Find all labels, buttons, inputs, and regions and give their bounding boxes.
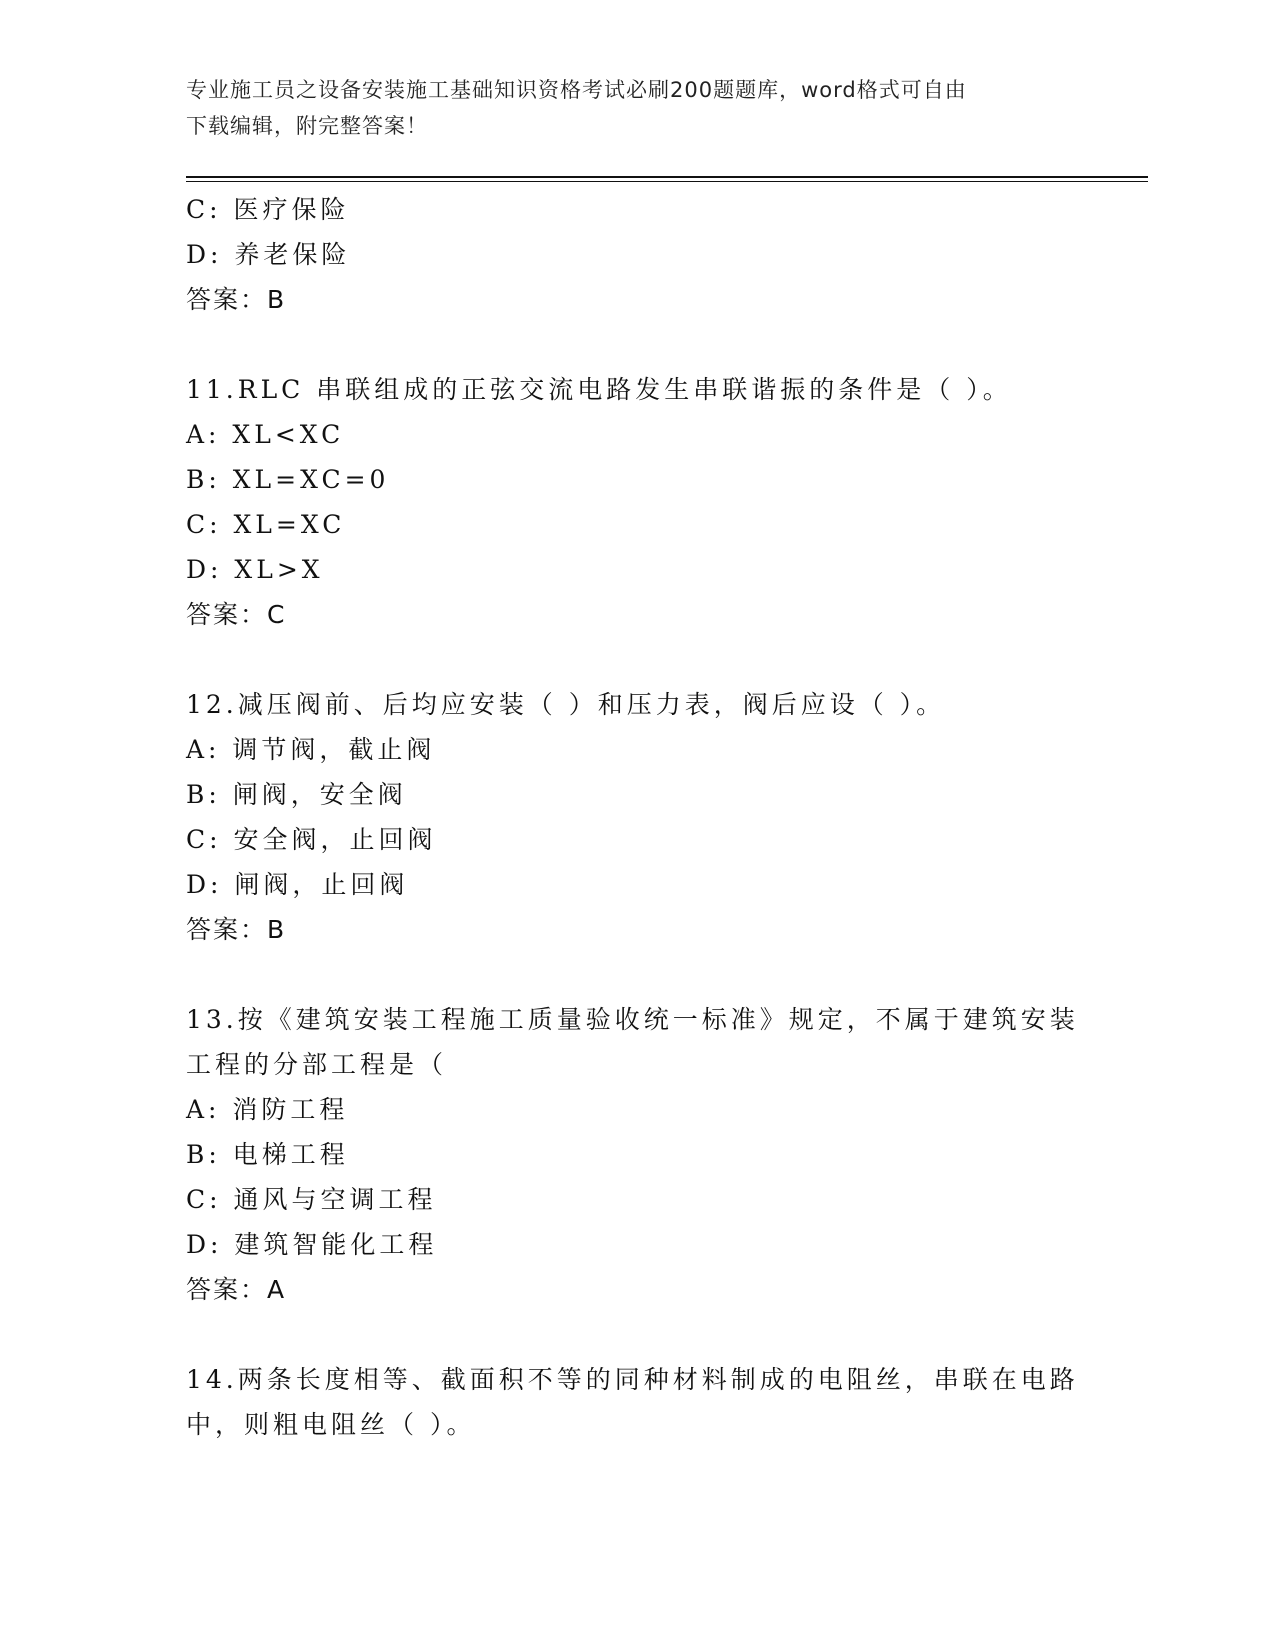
question-text-line-1: 13.按《建筑安装工程施工质量验收统一标准》规定，不属于建筑安装 <box>186 1005 1079 1034</box>
header-rule-thin <box>186 181 1148 182</box>
option-b: B: 闸阀，安全阀 <box>186 780 407 809</box>
option-a: A: 消防工程 <box>186 1095 349 1124</box>
option-b: B: 电梯工程 <box>186 1140 349 1169</box>
option-c: C: 医疗保险 <box>186 195 350 224</box>
answer-line: 答案：C <box>186 600 287 629</box>
answer-line: 答案：B <box>186 915 287 944</box>
question-13 <box>186 997 1086 1312</box>
option-c: C: 安全阀，止回阀 <box>186 825 437 854</box>
answer-line: 答案：A <box>186 1275 287 1304</box>
option-d: D: 闸阀，止回阀 <box>186 870 409 899</box>
question-text-line-2: 工程的分部工程是（ <box>186 1050 448 1079</box>
question-text: 12.减压阀前、后均应安装（ ）和压力表，阀后应设（ ）。 <box>186 690 946 719</box>
document-body <box>186 187 1086 1447</box>
question-text: 11.RLC 串联组成的正弦交流电路发生串联谐振的条件是（ ）。 <box>186 375 1012 404</box>
carryover-block <box>186 187 1086 322</box>
question-11 <box>186 367 1086 637</box>
document-header <box>186 72 1066 144</box>
question-12 <box>186 682 1086 952</box>
option-b: B: XL=XC=0 <box>186 465 390 494</box>
answer-line: 答案：B <box>186 285 287 314</box>
option-c: C: 通风与空调工程 <box>186 1185 437 1214</box>
header-line-1: 专业施工员之设备安装施工基础知识资格考试必刷200题题库，word格式可自由 <box>186 78 967 102</box>
option-a: A: 调节阀，截止阀 <box>186 735 436 764</box>
option-c: C: XL=XC <box>186 510 346 539</box>
question-text-line-2: 中，则粗电阻丝（ ）。 <box>186 1410 476 1439</box>
option-d: D: 养老保险 <box>186 240 351 269</box>
header-line-2: 下载编辑，附完整答案！ <box>186 114 428 138</box>
question-text-line-1: 14.两条长度相等、截面积不等的同种材料制成的电阻丝，串联在电路 <box>186 1365 1079 1394</box>
header-rule-thick <box>186 176 1148 178</box>
option-d: D: XL>X <box>186 555 324 584</box>
question-14 <box>186 1357 1086 1447</box>
option-d: D: 建筑智能化工程 <box>186 1230 438 1259</box>
option-a: A: XL<XC <box>186 420 345 449</box>
